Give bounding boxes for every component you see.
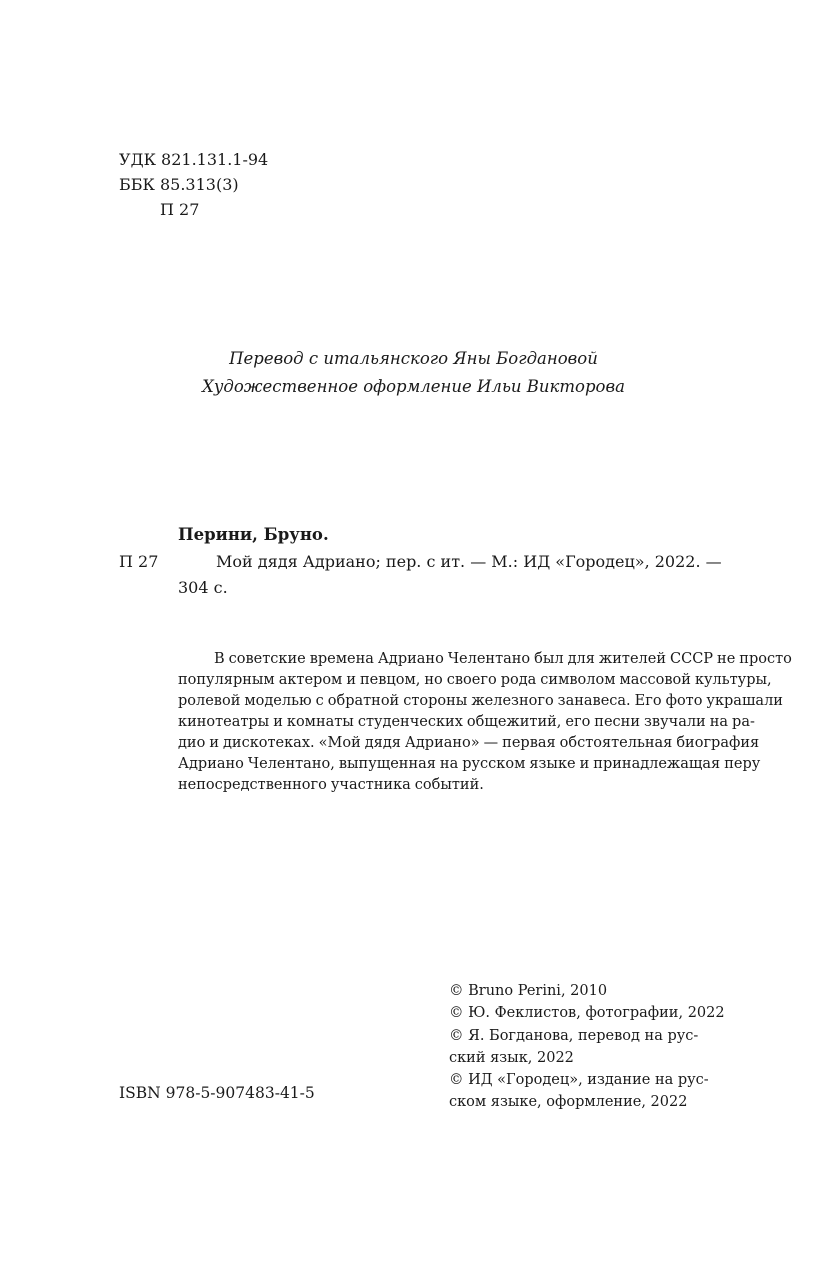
annotation-line: Адриано Челентано, выпущенная на русском языке и принадлежащая перу bbox=[178, 756, 761, 772]
designer-credit: Художественное оформление Ильи Викторова bbox=[202, 377, 625, 396]
credits-block bbox=[0, 345, 827, 401]
bib-author-mark: П 27 bbox=[119, 552, 159, 571]
annotation-line: кинотеатры и комнаты студенческих общежитий, его песни звучали на ра- bbox=[178, 714, 755, 730]
annotation-line: популярным актером и певцом, но своего рода символом массовой культуры, bbox=[178, 672, 772, 688]
udk-code: УДК 821.131.1-94 bbox=[119, 150, 269, 169]
copyright-line: ском языке, оформление, 2022 bbox=[449, 1094, 688, 1111]
annotation-line: ролевой моделью с обратной стороны железного занавеса. Его фото украшали bbox=[178, 693, 783, 709]
copyright-line: ский язык, 2022 bbox=[449, 1049, 574, 1066]
bib-pages: 304 с. bbox=[178, 578, 228, 597]
isbn: ISBN 978-5-907483-41-5 bbox=[119, 1084, 315, 1102]
translator-credit: Перевод с итальянского Яны Богдановой bbox=[229, 349, 598, 368]
copyright-line: © Ю. Феклистов, фотографии, 2022 bbox=[449, 1005, 725, 1022]
bib-title-line: Мой дядя Адриано; пер. с ит. — М.: ИД «Городец», 2022. — bbox=[216, 552, 722, 571]
copyright-line: © Я. Богданова, перевод на рус- bbox=[449, 1027, 699, 1044]
copyright-block bbox=[449, 980, 725, 1114]
annotation bbox=[178, 649, 792, 796]
annotation-line: непосредственного участника событий. bbox=[178, 777, 484, 793]
author-mark: П 27 bbox=[160, 200, 200, 219]
annotation-line: В советские времена Адриано Челентано был для жителей СССР не просто bbox=[214, 651, 792, 667]
author-heading: Перини, Бруно. bbox=[178, 525, 329, 544]
bbk-code: ББК 85.313(3) bbox=[119, 175, 239, 194]
annotation-line: дио и дискотеках. «Мой дядя Адриано» — первая обстоятельная биография bbox=[178, 735, 760, 751]
copyright-line: © Bruno Perini, 2010 bbox=[449, 983, 608, 999]
copyright-line: © ИД «Городец», издание на рус- bbox=[449, 1072, 709, 1089]
